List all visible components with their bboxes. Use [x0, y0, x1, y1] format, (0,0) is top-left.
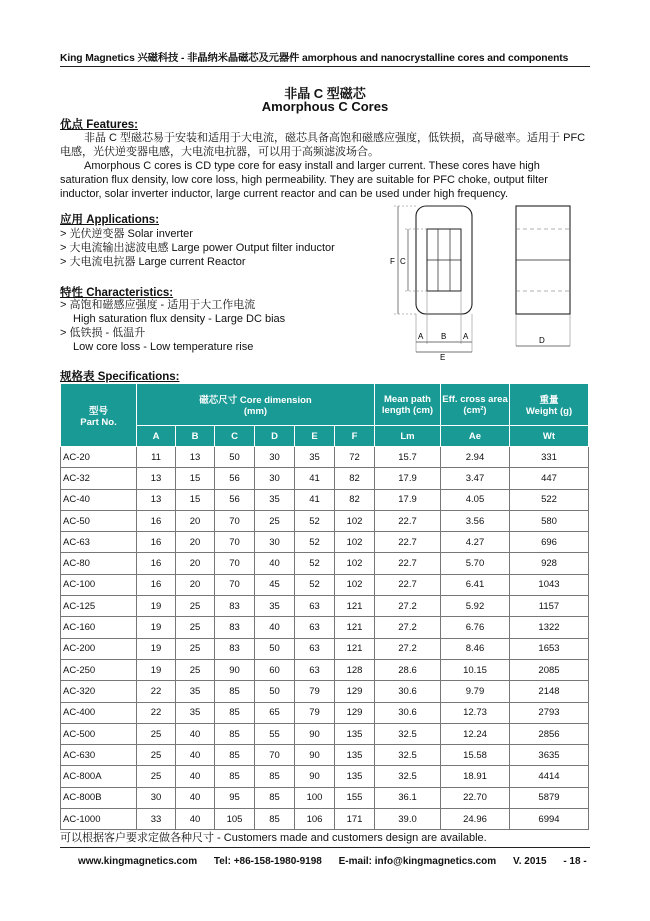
table-cell: 50 [215, 447, 255, 468]
table-cell: 85 [255, 809, 295, 830]
table-cell: 2085 [510, 659, 589, 680]
title-chinese: 非晶 C 型磁芯 [284, 86, 366, 101]
characteristic-line: > 低铁损 - 低温升 [60, 327, 146, 339]
table-cell: 52 [295, 510, 335, 531]
part-number-cell: AC-800B [61, 787, 137, 808]
header-part-no: 型号 Part No. [61, 384, 137, 447]
table-cell: 16 [137, 553, 176, 574]
table-cell: 4.05 [441, 489, 510, 510]
table-cell: 60 [255, 659, 295, 680]
subheader-lm: Lm [375, 426, 441, 447]
table-cell: 580 [510, 510, 589, 531]
table-cell: 129 [335, 702, 375, 723]
table-cell: 16 [137, 574, 176, 595]
table-cell: 25 [176, 638, 215, 659]
subheader-b: B [176, 426, 215, 447]
table-cell: 19 [137, 659, 176, 680]
table-cell: 19 [137, 638, 176, 659]
part-number-cell: AC-50 [61, 510, 137, 531]
table-cell: 5879 [510, 787, 589, 808]
table-cell: 70 [215, 532, 255, 553]
table-cell: 55 [255, 723, 295, 744]
table-cell: 11 [137, 447, 176, 468]
part-number-cell: AC-630 [61, 745, 137, 766]
table-cell: 40 [255, 553, 295, 574]
footer-website-link[interactable]: www.kingmagnetics.com [78, 856, 198, 867]
table-cell: 30 [255, 447, 295, 468]
table-cell: 4414 [510, 766, 589, 787]
table-cell: 25 [137, 723, 176, 744]
table-cell: 30 [255, 468, 295, 489]
features-text-chinese: 非晶 C 型磁芯易于安装和适用于大电流，磁芯具备高饱和磁感应强度，低铁损，高导磁率。适用于 PFC 电感，光伏逆变器电感，大电流电抗器，可以用于高频滤波场合。 [60, 132, 586, 158]
table-cell: 22.7 [375, 510, 441, 531]
table-cell: 22.7 [375, 532, 441, 553]
application-item: > 大电流电抗器 Large current Reactor [60, 256, 246, 268]
table-cell: 102 [335, 532, 375, 553]
table-cell: 63 [295, 617, 335, 638]
table-cell: 5.70 [441, 553, 510, 574]
table-cell: 25 [137, 745, 176, 766]
table-cell: 40 [176, 809, 215, 830]
table-cell: 102 [335, 510, 375, 531]
table-cell: 19 [137, 617, 176, 638]
table-cell: 27.2 [375, 617, 441, 638]
table-cell: 39.0 [375, 809, 441, 830]
table-cell: 102 [335, 553, 375, 574]
subheader-d: D [255, 426, 295, 447]
table-cell: 85 [215, 702, 255, 723]
table-row [61, 489, 589, 510]
table-cell: 121 [335, 638, 375, 659]
header-cross-area: Eff. cross area (cm²) [441, 384, 510, 426]
table-cell: 6994 [510, 809, 589, 830]
features-heading: 优点 Features: [60, 119, 138, 131]
table-cell: 24.96 [441, 809, 510, 830]
table-cell: 32.5 [375, 745, 441, 766]
table-cell: 30 [137, 787, 176, 808]
table-cell: 25 [137, 766, 176, 787]
table-cell: 36.1 [375, 787, 441, 808]
part-number-cell: AC-125 [61, 596, 137, 617]
table-cell: 32.5 [375, 766, 441, 787]
table-cell: 13 [176, 447, 215, 468]
part-number-cell: AC-40 [61, 489, 137, 510]
page-footer [78, 856, 587, 867]
table-row [61, 638, 589, 659]
table-cell: 82 [335, 489, 375, 510]
table-cell: 22.7 [375, 553, 441, 574]
table-cell: 16 [137, 532, 176, 553]
table-cell: 22.7 [375, 574, 441, 595]
table-cell: 522 [510, 489, 589, 510]
table-cell: 70 [215, 553, 255, 574]
table-cell: 2856 [510, 723, 589, 744]
table-row [61, 596, 589, 617]
table-cell: 50 [255, 681, 295, 702]
table-row [61, 723, 589, 744]
table-cell: 85 [255, 766, 295, 787]
table-cell: 15 [176, 468, 215, 489]
table-cell: 155 [335, 787, 375, 808]
table-cell: 129 [335, 681, 375, 702]
table-cell: 56 [215, 468, 255, 489]
table-cell: 5.92 [441, 596, 510, 617]
table-cell: 10.15 [441, 659, 510, 680]
header-core-dimension: 磁芯尺寸 Core dimension (mm) [137, 384, 375, 426]
header-mean-path: Mean path length (cm) [375, 384, 441, 426]
table-cell: 121 [335, 596, 375, 617]
table-cell: 25 [176, 617, 215, 638]
table-row [61, 766, 589, 787]
table-cell: 28.6 [375, 659, 441, 680]
table-cell: 30.6 [375, 681, 441, 702]
table-cell: 63 [295, 659, 335, 680]
table-cell: 20 [176, 574, 215, 595]
header-weight: 重量 Weight (g) [510, 384, 589, 426]
table-cell: 12.73 [441, 702, 510, 723]
table-cell: 1653 [510, 638, 589, 659]
table-cell: 135 [335, 766, 375, 787]
table-cell: 9.79 [441, 681, 510, 702]
dim-label-a-left: A [418, 332, 424, 341]
table-cell: 40 [255, 617, 295, 638]
footer-page-number: - 18 - [563, 856, 587, 867]
table-cell: 27.2 [375, 638, 441, 659]
part-number-cell: AC-32 [61, 468, 137, 489]
table-cell: 100 [295, 787, 335, 808]
specifications-heading: 规格表 Specifications: [60, 371, 180, 383]
table-cell: 331 [510, 447, 589, 468]
table-cell: 70 [255, 745, 295, 766]
table-cell: 41 [295, 489, 335, 510]
table-cell: 6.41 [441, 574, 510, 595]
table-cell: 2.94 [441, 447, 510, 468]
table-cell: 90 [295, 723, 335, 744]
table-cell: 30.6 [375, 702, 441, 723]
part-number-cell: AC-800A [61, 766, 137, 787]
table-cell: 696 [510, 532, 589, 553]
table-cell: 40 [176, 745, 215, 766]
table-cell: 85 [215, 681, 255, 702]
table-cell: 25 [255, 510, 295, 531]
table-cell: 6.76 [441, 617, 510, 638]
table-cell: 32.5 [375, 723, 441, 744]
characteristic-line: Low core loss - Low temperature rise [73, 341, 254, 353]
table-cell: 15.58 [441, 745, 510, 766]
dim-label-a-right: A [463, 332, 469, 341]
table-cell: 121 [335, 617, 375, 638]
part-number-cell: AC-80 [61, 553, 137, 574]
table-cell: 105 [215, 809, 255, 830]
part-number-cell: AC-200 [61, 638, 137, 659]
part-number-cell: AC-320 [61, 681, 137, 702]
table-cell: 135 [335, 745, 375, 766]
table-row [61, 659, 589, 680]
table-cell: 3635 [510, 745, 589, 766]
table-cell: 25 [176, 596, 215, 617]
custom-design-note: 可以根据客户要求定做各种尺寸 - Customers made and customers design are available. [60, 832, 487, 844]
table-cell: 20 [176, 510, 215, 531]
table-cell: 40 [176, 766, 215, 787]
table-row [61, 532, 589, 553]
part-number-cell: AC-160 [61, 617, 137, 638]
table-cell: 12.24 [441, 723, 510, 744]
table-cell: 82 [335, 468, 375, 489]
table-cell: 40 [176, 723, 215, 744]
table-cell: 56 [215, 489, 255, 510]
table-cell: 128 [335, 659, 375, 680]
table-cell: 2793 [510, 702, 589, 723]
table-cell: 35 [255, 596, 295, 617]
table-row [61, 681, 589, 702]
table-cell: 63 [295, 596, 335, 617]
table-cell: 35 [176, 702, 215, 723]
subheader-c: C [215, 426, 255, 447]
table-cell: 50 [255, 638, 295, 659]
table-cell: 52 [295, 574, 335, 595]
c-core-dimension-diagram [378, 202, 578, 360]
part-number-cell: AC-400 [61, 702, 137, 723]
part-number-cell: AC-100 [61, 574, 137, 595]
footer-email-link[interactable]: E-mail: info@kingmagnetics.com [338, 856, 497, 867]
table-cell: 20 [176, 553, 215, 574]
table-row [61, 809, 589, 830]
table-cell: 27.2 [375, 596, 441, 617]
characteristics-heading: 特性 Characteristics: [60, 287, 174, 299]
table-cell: 1157 [510, 596, 589, 617]
table-cell: 13 [137, 489, 176, 510]
table-cell: 85 [215, 745, 255, 766]
table-cell: 70 [215, 574, 255, 595]
table-cell: 22 [137, 702, 176, 723]
table-row [61, 510, 589, 531]
table-cell: 52 [295, 532, 335, 553]
table-cell: 41 [295, 468, 335, 489]
part-number-cell: AC-1000 [61, 809, 137, 830]
table-cell: 25 [176, 659, 215, 680]
table-cell: 15 [176, 489, 215, 510]
table-cell: 16 [137, 510, 176, 531]
table-cell: 35 [255, 489, 295, 510]
table-cell: 65 [255, 702, 295, 723]
table-cell: 85 [255, 787, 295, 808]
table-cell: 40 [176, 787, 215, 808]
table-cell: 1322 [510, 617, 589, 638]
table-cell: 102 [335, 574, 375, 595]
table-cell: 72 [335, 447, 375, 468]
table-cell: 3.47 [441, 468, 510, 489]
table-cell: 447 [510, 468, 589, 489]
page-header: King Magnetics 兴磁科技 - 非晶纳米晶磁芯及元器件 amorphous and nanocrystalline cores and components [60, 53, 569, 64]
characteristics-list [60, 298, 285, 354]
dim-label-f: F [390, 257, 395, 266]
table-cell: 17.9 [375, 468, 441, 489]
table-cell: 52 [295, 553, 335, 574]
application-item: > 大电流输出滤波电感 Large power Output filter inductor [60, 242, 335, 254]
table-cell: 15.7 [375, 447, 441, 468]
table-cell: 4.27 [441, 532, 510, 553]
part-number-cell: AC-250 [61, 659, 137, 680]
footer-divider [60, 847, 590, 848]
application-item: > 光伏逆变器 Solar inverter [60, 228, 193, 240]
table-cell: 22 [137, 681, 176, 702]
features-text-english: Amorphous C cores is CD type core for easy install and larger current. These cores have high saturation flux density, low core loss, high permeability. They are suitable for PFC choke, output filter inductor, solar inverter inductor, large current reactor and can be used under high frequency. [60, 160, 548, 200]
table-row [61, 702, 589, 723]
table-cell: 35 [176, 681, 215, 702]
table-cell: 83 [215, 596, 255, 617]
table-row [61, 447, 589, 468]
header-divider [60, 66, 590, 67]
table-cell: 171 [335, 809, 375, 830]
table-row [61, 617, 589, 638]
dim-label-e: E [440, 353, 446, 360]
table-cell: 928 [510, 553, 589, 574]
table-cell: 17.9 [375, 489, 441, 510]
characteristic-line: > 高饱和磁感应强度 - 适用于大工作电流 [60, 299, 256, 311]
table-cell: 45 [255, 574, 295, 595]
table-row [61, 787, 589, 808]
table-cell: 83 [215, 617, 255, 638]
dim-label-d: D [539, 336, 545, 345]
part-number-cell: AC-20 [61, 447, 137, 468]
footer-version: V. 2015 [512, 856, 547, 867]
table-cell: 30 [255, 532, 295, 553]
subheader-e: E [295, 426, 335, 447]
table-cell: 63 [295, 638, 335, 659]
table-cell: 85 [215, 723, 255, 744]
subheader-a: A [137, 426, 176, 447]
subheader-ae: Ae [441, 426, 510, 447]
specifications-table-body [61, 447, 589, 830]
table-cell: 35 [295, 447, 335, 468]
title-english: Amorphous C Cores [261, 99, 389, 114]
table-cell: 3.56 [441, 510, 510, 531]
specifications-table [60, 383, 589, 830]
table-row [61, 574, 589, 595]
table-row [61, 553, 589, 574]
table-cell: 20 [176, 532, 215, 553]
subheader-f: F [335, 426, 375, 447]
table-cell: 13 [137, 468, 176, 489]
table-cell: 135 [335, 723, 375, 744]
table-cell: 2148 [510, 681, 589, 702]
part-number-cell: AC-500 [61, 723, 137, 744]
table-cell: 22.70 [441, 787, 510, 808]
table-row [61, 745, 589, 766]
table-cell: 79 [295, 702, 335, 723]
table-cell: 18.91 [441, 766, 510, 787]
table-cell: 106 [295, 809, 335, 830]
table-cell: 1043 [510, 574, 589, 595]
table-cell: 8.46 [441, 638, 510, 659]
part-number-cell: AC-63 [61, 532, 137, 553]
dim-label-b: B [441, 332, 447, 341]
subheader-wt: Wt [510, 426, 589, 447]
table-cell: 33 [137, 809, 176, 830]
table-cell: 85 [215, 766, 255, 787]
characteristic-line: High saturation flux density - Large DC bias [73, 313, 286, 325]
table-cell: 90 [215, 659, 255, 680]
applications-heading: 应用 Applications: [60, 214, 160, 226]
table-cell: 90 [295, 766, 335, 787]
table-cell: 95 [215, 787, 255, 808]
table-cell: 79 [295, 681, 335, 702]
table-row [61, 468, 589, 489]
table-cell: 83 [215, 638, 255, 659]
table-cell: 19 [137, 596, 176, 617]
table-cell: 70 [215, 510, 255, 531]
dim-label-c: C [400, 257, 406, 266]
footer-phone: Tel: +86-158-1980-9198 [213, 856, 322, 867]
applications-list [60, 227, 335, 269]
table-cell: 90 [295, 745, 335, 766]
